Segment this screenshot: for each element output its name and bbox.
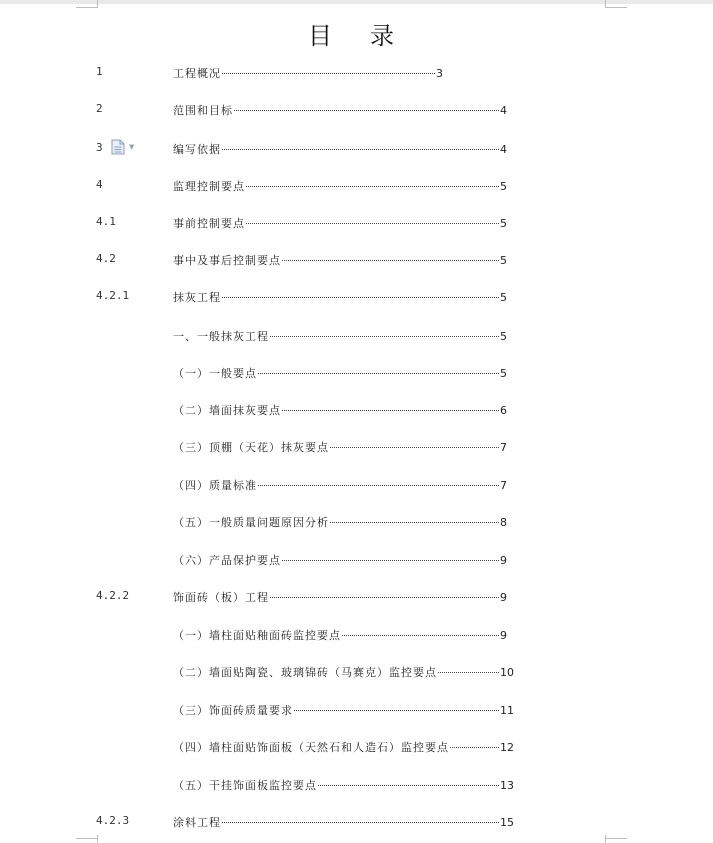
toc-page-number: 7 xyxy=(500,441,507,454)
crop-mark-bottom-left-v xyxy=(97,835,98,843)
toc-page-number: 7 xyxy=(500,479,507,492)
toc-leader-dots xyxy=(222,297,499,298)
toc-leader-dots xyxy=(450,747,499,748)
toc-number: 4.2.3 xyxy=(96,814,130,827)
toc-title: （四）质量标准 xyxy=(173,479,257,492)
toc-leader-dots xyxy=(330,447,499,448)
toc-title: 事中及事后控制要点 xyxy=(173,254,281,267)
toc-entry[interactable] xyxy=(173,552,507,568)
toc-page-number: 5 xyxy=(500,217,507,230)
toc-leader-dots xyxy=(234,110,499,111)
toc-number: 2 xyxy=(96,102,103,115)
toc-entry[interactable] xyxy=(173,215,507,231)
toc-title: 范围和目标 xyxy=(173,104,233,117)
toc-leader-dots xyxy=(318,785,499,786)
toc-leader-dots xyxy=(342,635,499,636)
toc-leader-dots xyxy=(282,260,499,261)
toc-entry[interactable] xyxy=(173,477,507,493)
crop-mark-top-left xyxy=(76,7,98,8)
toc-title: （六）产品保护要点 xyxy=(173,554,281,567)
crop-mark-bottom-right xyxy=(605,838,627,839)
toc-leader-dots xyxy=(222,73,435,74)
toc-page-number: 8 xyxy=(500,516,507,529)
toc-entry[interactable] xyxy=(173,102,507,118)
toc-leader-dots xyxy=(270,597,499,598)
toc-number: 1 xyxy=(96,65,103,78)
toc-entry[interactable] xyxy=(173,814,514,830)
toc-page-number: 5 xyxy=(500,254,507,267)
toc-title: 一、一般抹灰工程 xyxy=(173,330,269,343)
toc-entry[interactable] xyxy=(173,141,507,157)
toc-title: （五）一般质量问题原因分析 xyxy=(173,516,329,529)
toc-page-number: 5 xyxy=(500,367,507,380)
toc-page-number: 5 xyxy=(500,330,507,343)
toc-number: 4.2 xyxy=(96,252,116,265)
toc-page-number: 3 xyxy=(436,67,443,80)
toc-title: 抹灰工程 xyxy=(173,291,221,304)
toc-entry[interactable] xyxy=(173,702,514,718)
toc-title: 涂料工程 xyxy=(173,816,221,829)
toc-leader-dots xyxy=(282,410,499,411)
toc-page-number: 13 xyxy=(500,779,514,792)
toc-entry[interactable] xyxy=(173,777,514,793)
toc-number: 3 xyxy=(96,141,103,154)
toc-entry[interactable] xyxy=(173,178,507,194)
toc-title: （五）干挂饰面板监控要点 xyxy=(173,779,317,792)
toc-entry[interactable] xyxy=(173,439,507,455)
toc-entry[interactable] xyxy=(173,252,507,268)
toc-leader-dots xyxy=(282,560,499,561)
toc-page-number: 10 xyxy=(500,666,514,679)
toc-title: 工程概况 xyxy=(173,67,221,80)
toc-title: （三）饰面砖质量要求 xyxy=(173,704,293,717)
toc-page-number: 9 xyxy=(500,629,507,642)
toc-leader-dots xyxy=(246,186,499,187)
toc-page-number: 4 xyxy=(500,143,507,156)
toc-leader-dots xyxy=(438,672,499,673)
toc-entry[interactable] xyxy=(173,402,507,418)
toc-page-number: 9 xyxy=(500,554,507,567)
window-top-edge xyxy=(0,0,713,4)
toc-leader-dots xyxy=(270,336,499,337)
toc-leader-dots xyxy=(246,223,499,224)
toc-entry[interactable] xyxy=(173,664,514,680)
crop-mark-top-right-v xyxy=(605,0,606,8)
toc-entry[interactable] xyxy=(173,514,507,530)
toc-entry[interactable] xyxy=(173,289,507,305)
toc-page-number: 5 xyxy=(500,180,507,193)
toc-entry[interactable] xyxy=(173,328,507,344)
toc-title: 事前控制要点 xyxy=(173,217,245,230)
toc-entry[interactable] xyxy=(173,65,443,81)
paste-options-icon[interactable] xyxy=(111,139,125,155)
toc-leader-dots xyxy=(294,710,499,711)
toc-title: （一）墙柱面贴釉面砖监控要点 xyxy=(173,629,341,642)
toc-entry[interactable] xyxy=(173,589,507,605)
toc-leader-dots xyxy=(258,485,499,486)
toc-page-number: 12 xyxy=(500,741,514,754)
toc-title: 编写依据 xyxy=(173,143,221,156)
toc-page-number: 4 xyxy=(500,104,507,117)
chevron-down-icon[interactable]: ▼ xyxy=(129,143,135,151)
toc-number: 4.2.1 xyxy=(96,289,130,302)
crop-mark-top-right xyxy=(605,7,627,8)
toc-entry[interactable] xyxy=(173,365,507,381)
toc-title: （四）墙柱面贴饰面板（天然石和人造石）监控要点 xyxy=(173,741,449,754)
toc-title: （二）墙面抹灰要点 xyxy=(173,404,281,417)
toc-page-number: 6 xyxy=(500,404,507,417)
toc-leader-dots xyxy=(222,149,499,150)
toc-title: 监理控制要点 xyxy=(173,180,245,193)
toc-entry[interactable] xyxy=(173,627,507,643)
toc-leader-dots xyxy=(222,822,499,823)
crop-mark-bottom-left xyxy=(76,838,98,839)
toc-page-number: 9 xyxy=(500,591,507,604)
toc-page-number: 11 xyxy=(500,704,514,717)
toc-number: 4.1 xyxy=(96,215,116,228)
toc-number: 4 xyxy=(96,178,103,191)
toc-leader-dots xyxy=(330,522,499,523)
crop-mark-bottom-right-v xyxy=(605,835,606,843)
toc-title: （三）顶棚（天花）抹灰要点 xyxy=(173,441,329,454)
toc-title: 饰面砖（板）工程 xyxy=(173,591,269,604)
toc-title: （一）一般要点 xyxy=(173,367,257,380)
toc-leader-dots xyxy=(258,373,499,374)
toc-page-number: 15 xyxy=(500,816,514,829)
page-title: 目录 xyxy=(308,22,432,50)
toc-page-number: 5 xyxy=(500,291,507,304)
toc-title: （二）墙面贴陶瓷、玻璃锦砖（马赛克）监控要点 xyxy=(173,666,437,679)
crop-mark-top-left-v xyxy=(97,0,98,8)
toc-number: 4.2.2 xyxy=(96,589,130,602)
toc-entry[interactable] xyxy=(173,739,514,755)
